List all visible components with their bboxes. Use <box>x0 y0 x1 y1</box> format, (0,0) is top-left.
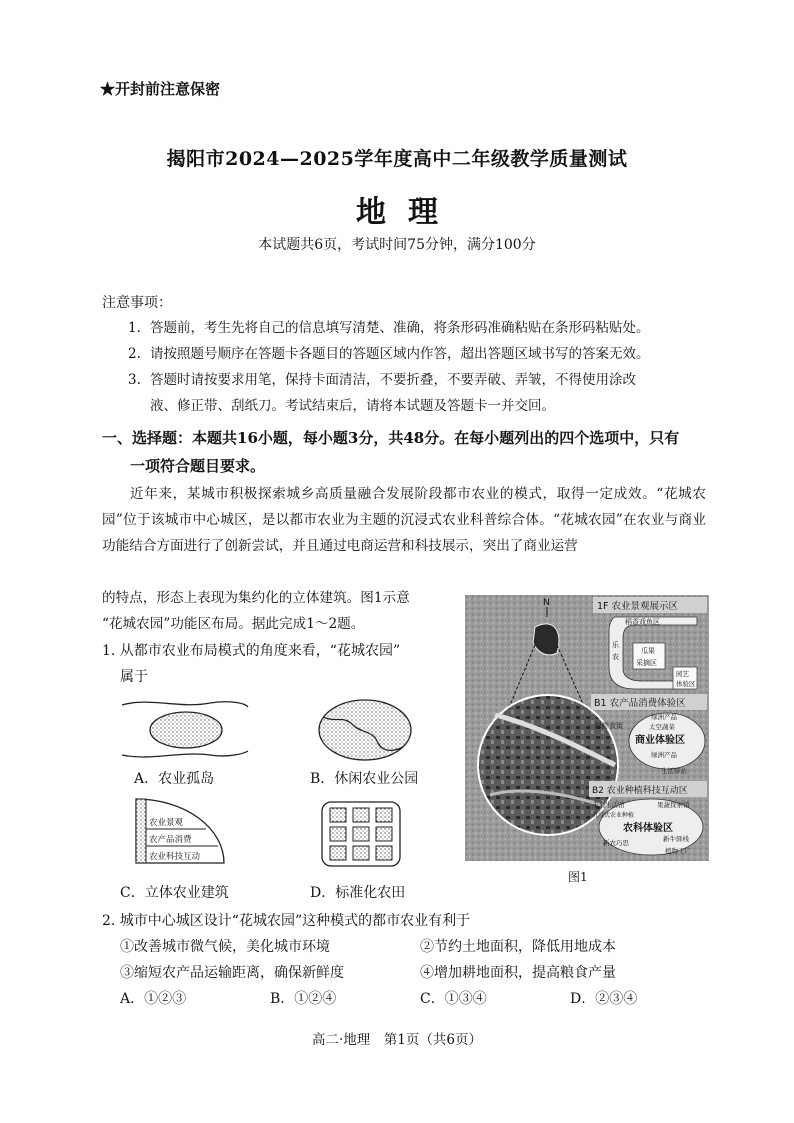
svg-text:农: 农 <box>612 653 619 661</box>
option-a-diagram <box>120 695 250 765</box>
answer-d[interactable]: D．②③④ <box>570 991 638 1007</box>
exam-info: 本试题共6页，考试时间75分钟，满分100分 <box>258 237 536 253</box>
svg-text:植物工厂: 植物工厂 <box>665 847 691 855</box>
option-b-diagram <box>315 695 415 765</box>
notice-title: 注意事项： <box>102 295 172 311</box>
subject-title: 地理 <box>356 195 460 230</box>
statement-2: ②节约土地面积，降低用地成本 <box>420 939 616 955</box>
svg-text:生活驿站: 生活驿站 <box>661 767 687 775</box>
svg-text:商业体验区: 商业体验区 <box>635 735 685 746</box>
figure-b1-title: B1 农产品消费体验区 <box>594 698 686 709</box>
north-label: N <box>543 598 550 608</box>
notice-item-1: 1. 答题前，考生先将自己的信息填写清楚、准确，将条形码准确粘贴在条形码粘贴处。 <box>128 320 650 336</box>
passage-tail: 的特点，形态上表现为集约化的立体建筑。图1示意 “花城农园”功能区布局。据此完成1～2题。 <box>102 590 410 632</box>
svg-text:太空蔬菜: 太空蔬菜 <box>649 723 675 731</box>
svg-text:绿洲产品: 绿洲产品 <box>651 713 677 721</box>
svg-text:未来生活馆: 未来生活馆 <box>592 801 625 809</box>
statement-1: ①改善城市微气候，美化城市环境 <box>120 939 330 955</box>
figure-1-image <box>465 595 709 861</box>
statement-3: ③缩短农产品运输距离，确保新鲜度 <box>120 965 344 981</box>
option-c-label-1: 农业景观 <box>149 818 184 828</box>
svg-text:新牛驿栈: 新牛驿栈 <box>663 835 689 843</box>
figure-1-caption: 图1 <box>568 870 588 884</box>
question-2 <box>102 908 706 1012</box>
figure-1f-title: 1F 农业景观展示区 <box>597 601 679 612</box>
answer-a[interactable]: A．①②③ <box>120 991 187 1007</box>
notice-item-3: 3. 答题时请按要求用笔，保持卡面清洁，不要折叠，不要弄破、弄皱，不得使用涂改 液、修正带、刮纸刀。考试结束后，请将本试题及答题卡一并交回。 <box>128 372 636 414</box>
svg-text:沉浸式农业种植: 沉浸式农业种植 <box>592 812 635 819</box>
option-a[interactable]: A．农业孤岛 <box>134 771 215 787</box>
option-d-diagram <box>320 800 402 870</box>
option-c-label-2: 农产品消费 <box>149 835 192 845</box>
answer-c[interactable]: C．①③④ <box>420 991 487 1007</box>
option-c[interactable]: C．立体农业建筑 <box>120 885 229 901</box>
answer-b[interactable]: B．①②④ <box>270 991 337 1007</box>
page-footer: 高二·地理 第1页（共6页） <box>312 1032 482 1048</box>
section-heading: 一、选择题：本题共16小题，每小题3分，共48分。在每小题列出的四个选项中，只有 一项符合题目要求。 <box>102 429 680 475</box>
svg-text:采摘区: 采摘区 <box>636 659 657 667</box>
svg-text:瓜果: 瓜果 <box>641 647 655 655</box>
confidential-notice: ★开封前注意保密 <box>100 80 221 98</box>
passage-text: 近年来，某城市积极探索城乡高质量融合发展阶段都市农业的模式，取得一定成效。“花城农园”位于该城市中心城区，是以都市农业为主题的沉浸式农业科普综合体。“花城农园”在农业与商业功能结合方面进行了创新尝试，并且通过电商运营和科技展示，突出了商业运营 <box>102 486 706 554</box>
svg-text:果蔬探索馆: 果蔬探索馆 <box>657 801 690 809</box>
option-c-diagram <box>132 795 228 867</box>
svg-text:体验区: 体验区 <box>676 680 696 688</box>
option-d[interactable]: D．标准化农田 <box>310 885 406 901</box>
svg-text:乐: 乐 <box>612 641 619 649</box>
svg-text:新农巧思: 新农巧思 <box>603 839 629 847</box>
figure-b2-title: B2 农业种植科技互动区 <box>592 786 688 796</box>
svg-text:绿洲产品: 绿洲产品 <box>651 751 677 759</box>
figure-1-map <box>465 595 709 861</box>
svg-text:园艺: 园艺 <box>676 670 689 678</box>
exam-title: 揭阳市2024—2025学年度高中二年级教学质量测试 <box>166 148 628 170</box>
svg-text:绿野食街: 绿野食街 <box>595 722 623 730</box>
question-1-stem: 1. 从都市农业布局模式的角度来看，“花城农园” 属于 <box>102 643 401 685</box>
statement-4: ④增加耕地面积，提高粮食产量 <box>420 965 616 981</box>
svg-text:农科体验区: 农科体验区 <box>623 823 673 834</box>
question-2-stem: 2. 城市中心城区设计“花城农园”这种模式的都市农业有利于 <box>102 913 471 929</box>
option-b[interactable]: B．休闲农业公园 <box>310 771 419 787</box>
notice-item-2: 2. 请按照题号顺序在答题卡各题目的答题区域内作答，超出答题区域书写的答案无效。 <box>128 346 650 362</box>
svg-text:稻香戏鱼区: 稻香戏鱼区 <box>625 618 660 626</box>
option-c-label-3: 农业科技互动 <box>149 852 201 862</box>
